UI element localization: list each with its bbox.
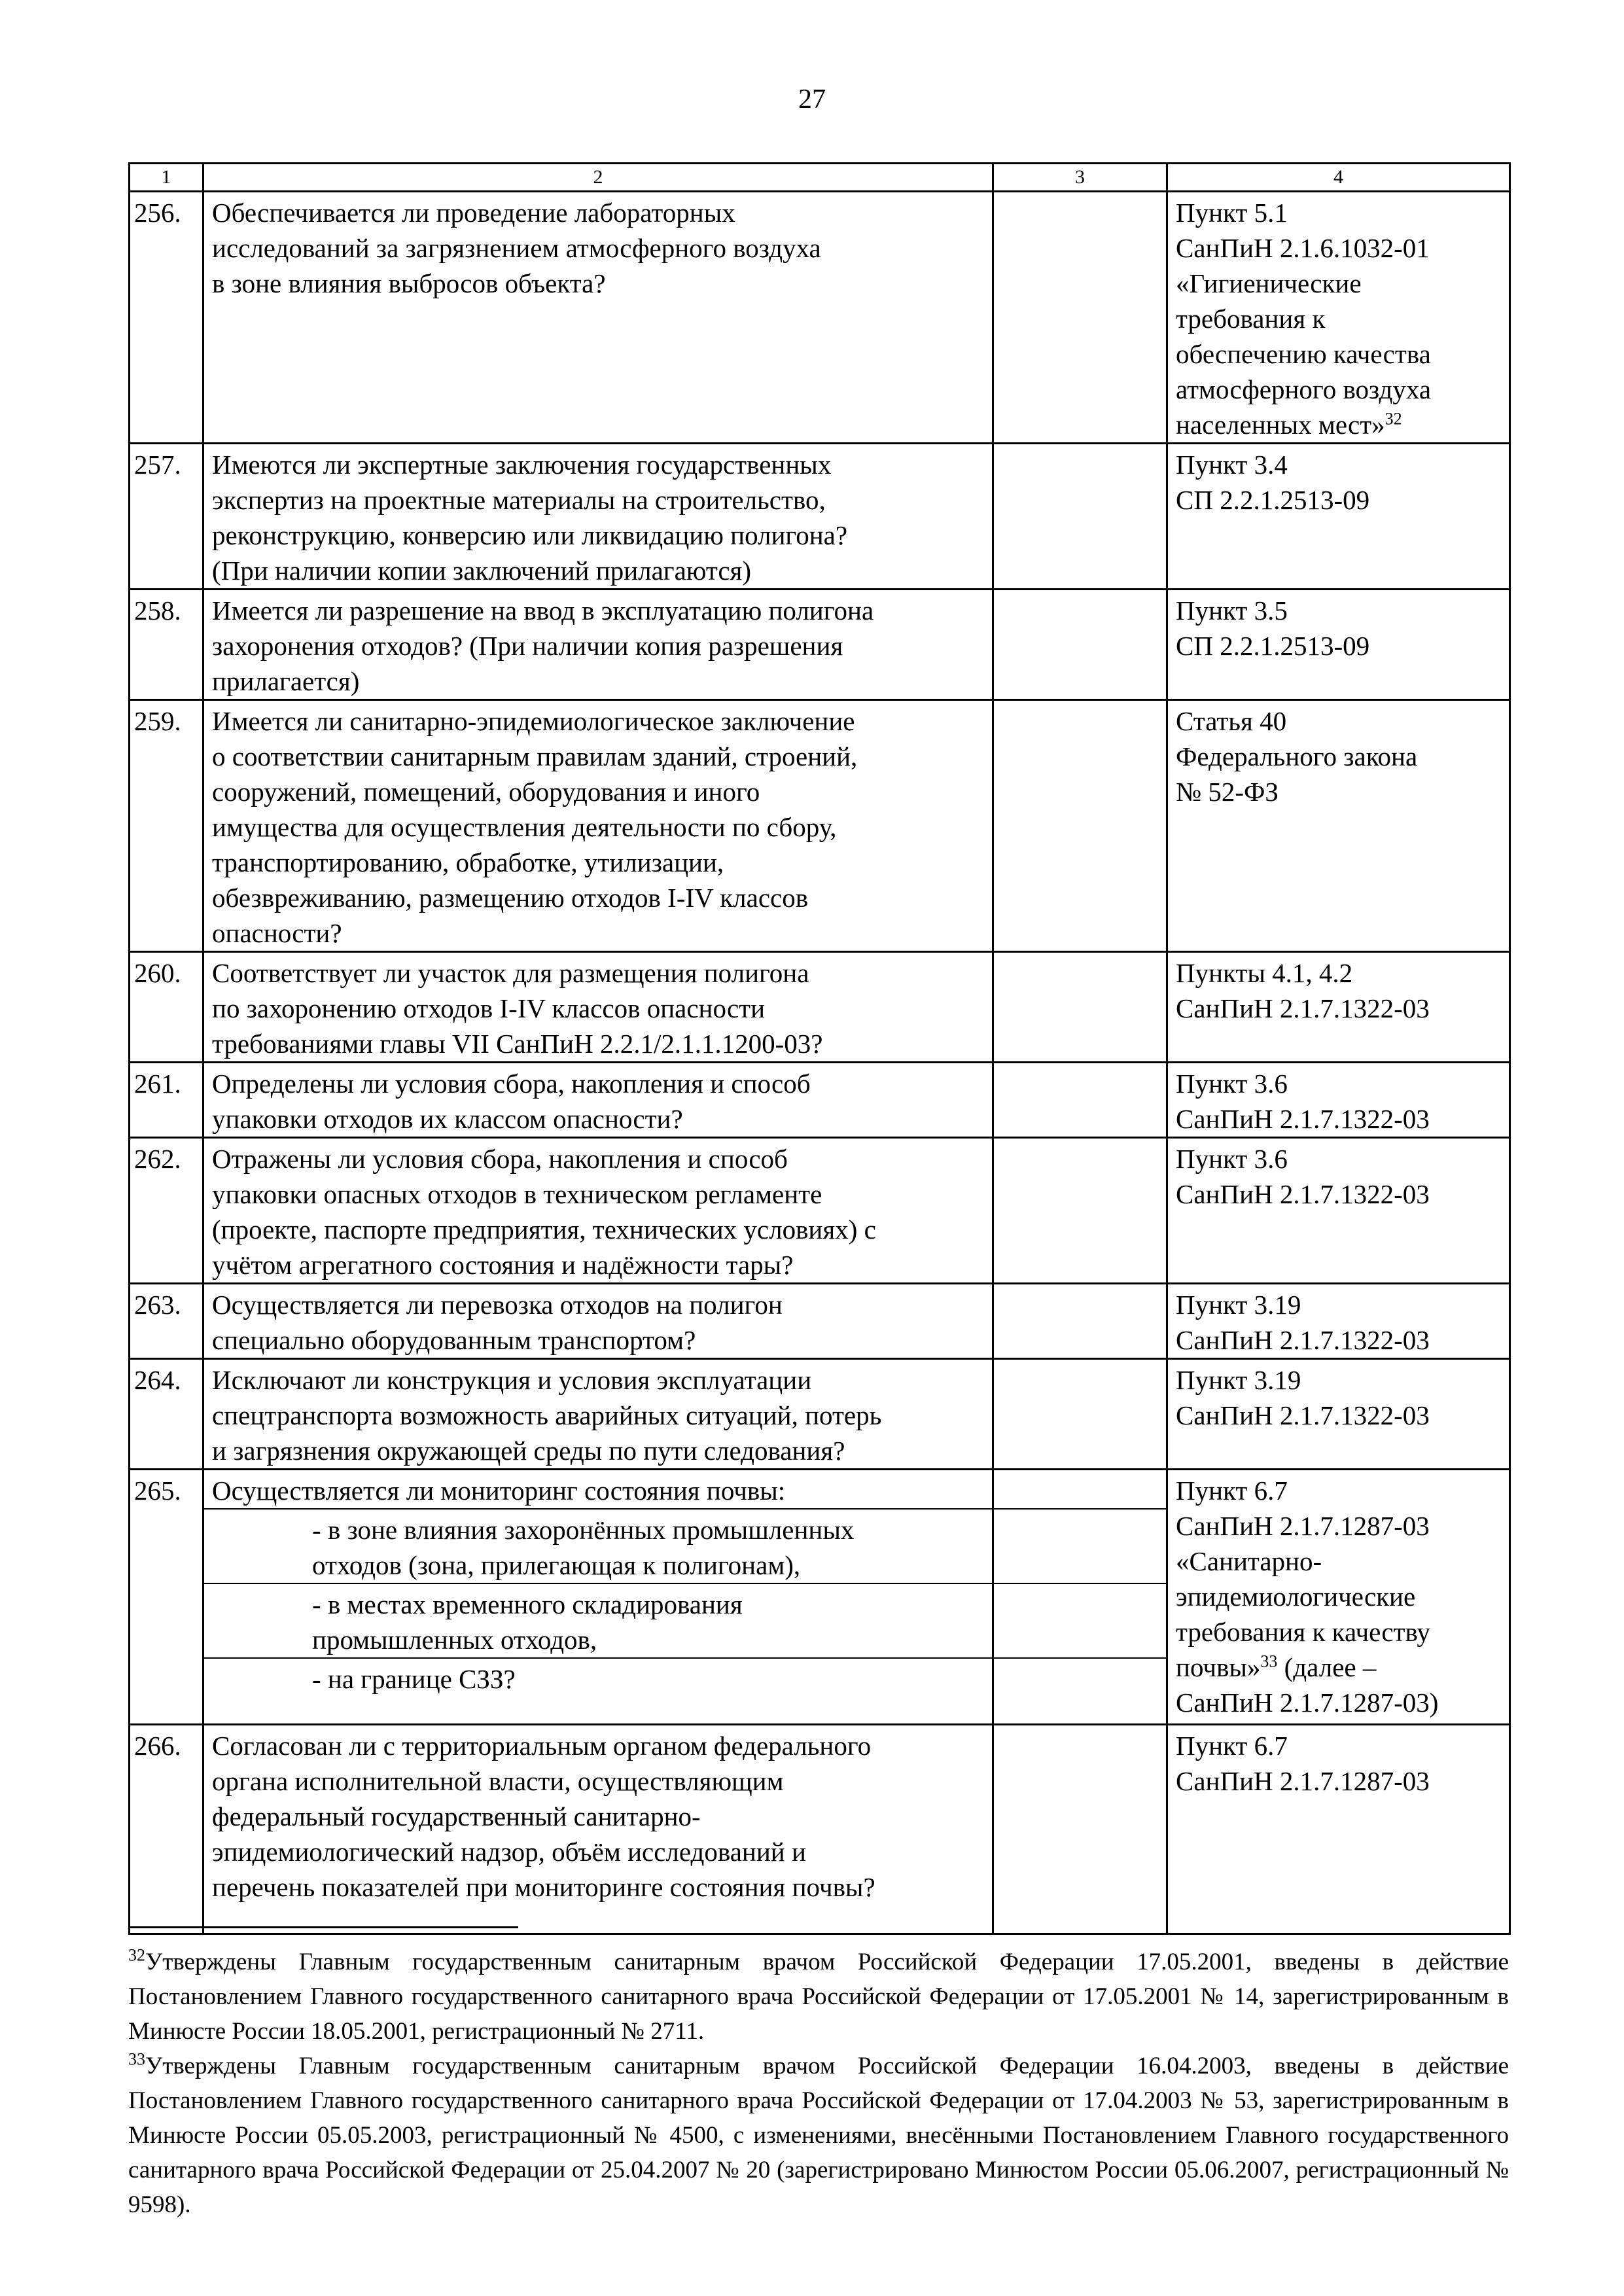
table-row [130, 700, 1510, 952]
footnote-mark: 33 [128, 2049, 145, 2069]
row-number: 265. [130, 1470, 203, 1725]
question-cell: Осуществляется ли перевозка отходов на полигон специально оборудованным транспортом? [203, 1284, 993, 1359]
answer-cell[interactable] [993, 1658, 1167, 1724]
sub-item: - в зоне влияния захоронённых промышленных отходов (зона, прилегающая к полигонам), [203, 1509, 993, 1583]
reference-cell: Пункт 3.5 СП 2.2.1.2513-09 [1167, 590, 1510, 700]
answer-cell[interactable] [993, 590, 1167, 700]
column-header: 3 [993, 164, 1167, 192]
column-header: 1 [130, 164, 203, 192]
answer-cell[interactable] [993, 1063, 1167, 1138]
sub-item: - на границе СЗЗ? [203, 1658, 993, 1724]
table-row [130, 590, 1510, 700]
table-row [130, 1138, 1510, 1284]
answer-cell[interactable] [993, 1470, 1167, 1510]
answer-cell[interactable] [993, 1724, 1167, 1934]
reference-cell: Пункт 3.19 СанПиН 2.1.7.1322-03 [1167, 1284, 1510, 1359]
sub-item: - в местах временного складирования промышленных отходов, [203, 1583, 993, 1658]
answer-cell[interactable] [993, 1284, 1167, 1359]
table-row [130, 1063, 1510, 1138]
row-number: 256. [130, 192, 203, 444]
reference-cell: Пункт 3.4 СП 2.2.1.2513-09 [1167, 444, 1510, 590]
answer-cell[interactable] [993, 1509, 1167, 1583]
question-cell: Согласован ли с территориальным органом федерального органа исполнительной власти, осуществляющим федеральный государственный санитарно- эпидемиологический надзор, объём исследований и перечень показателей при мониторинге состояния почвы? [203, 1724, 993, 1934]
table-row [130, 1359, 1510, 1470]
row-number: 260. [130, 952, 203, 1063]
reference-cell: Пункты 4.1, 4.2 СанПиН 2.1.7.1322-03 [1167, 952, 1510, 1063]
row-number: 257. [130, 444, 203, 590]
answer-cell[interactable] [993, 1359, 1167, 1470]
row-number: 258. [130, 590, 203, 700]
footnote-separator [128, 1926, 518, 1928]
question-cell: Имеются ли экспертные заключения государственных экспертиз на проектные материалы на строительство, реконструкцию, конверсию или ликвидацию полигона? (При наличии копии заключений прилагаются) [203, 444, 993, 590]
question-cell: Исключают ли конструкция и условия эксплуатации спецтранспорта возможность аварийных ситуаций, потерь и загрязнения окружающей среды по пути следования? [203, 1359, 993, 1470]
question-cell: Определены ли условия сбора, накопления и способ упаковки отходов их классом опасности? [203, 1063, 993, 1138]
reference-text: Пункт 6.7 СанПиН 2.1.7.1287-03 «Санитарно- эпидемиологические требования к качеству почвы» [1176, 1475, 1430, 1682]
question-cell: Обеспечивается ли проведение лабораторных исследований за загрязнением атмосферного воздуха в зоне влияния выбросов объекта? [203, 192, 993, 444]
reference-text: (далее – СанПиН 2.1.7.1287-03) [1176, 1652, 1439, 1718]
footnote [128, 1945, 1509, 2049]
question-cell: Отражены ли условия сбора, накопления и способ упаковки опасных отходов в техническом регламенте (проекте, паспорте предприятия, технических условиях) с учётом агрегатного состояния и надёжности тары? [203, 1138, 993, 1284]
table-row [130, 1284, 1510, 1359]
reference-text: Пункт 5.1 СанПиН 2.1.6.1032-01 «Гигиенические требования к обеспечению качества атмосферного воздуха населенных мест» [1176, 198, 1432, 440]
answer-cell[interactable] [993, 952, 1167, 1063]
answer-cell[interactable] [993, 1583, 1167, 1658]
reference-cell: Пункт 3.19 СанПиН 2.1.7.1322-03 [1167, 1359, 1510, 1470]
row-number: 261. [130, 1063, 203, 1138]
footnotes [128, 1945, 1509, 2222]
question-cell: Соответствует ли участок для размещения полигона по захоронению отходов I-IV классов опасности требованиями главы VII СанПиН 2.2.1/2.1.1.1200-03? [203, 952, 993, 1063]
answer-cell[interactable] [993, 444, 1167, 590]
reference-cell: Статья 40 Федерального закона № 52-ФЗ [1167, 700, 1510, 952]
checklist-table [128, 162, 1511, 1935]
table-row [130, 952, 1510, 1063]
table-header-row [130, 164, 1510, 192]
table-row [130, 1470, 1510, 1510]
answer-cell[interactable] [993, 1138, 1167, 1284]
row-number: 262. [130, 1138, 203, 1284]
page-number: 27 [798, 84, 826, 115]
question-cell: Имеется ли разрешение на ввод в эксплуатацию полигона захоронения отходов? (При наличии копия разрешения прилагается) [203, 590, 993, 700]
table-row [130, 1724, 1510, 1934]
reference-cell [1167, 1470, 1510, 1725]
row-number: 264. [130, 1359, 203, 1470]
row-number: 263. [130, 1284, 203, 1359]
footnote-mark: 32 [128, 1945, 145, 1965]
footnote-text: Утверждены Главным государственным санитарным врачом Российской Федерации 17.05.2001, введены в действие Постановлением Главного государственного санитарного врача Российской Федерации от 17.05.2001 № 14, зарегистрированным в Минюсте России 18.05.2001, регистрационный № 2711. [128, 1949, 1509, 2045]
answer-cell[interactable] [993, 192, 1167, 444]
row-number: 259. [130, 700, 203, 952]
answer-cell[interactable] [993, 700, 1167, 952]
column-header: 2 [203, 164, 993, 192]
footnote [128, 2049, 1509, 2222]
footnote-ref[interactable]: 32 [1385, 409, 1402, 429]
question-cell: Осуществляется ли мониторинг состояния почвы: [203, 1470, 993, 1510]
table-row [130, 192, 1510, 444]
table-row [130, 444, 1510, 590]
reference-cell: Пункт 3.6 СанПиН 2.1.7.1322-03 [1167, 1063, 1510, 1138]
question-cell: Имеется ли санитарно-эпидемиологическое заключение о соответствии санитарным правилам зданий, строений, сооружений, помещений, оборудования и иного имущества для осуществления деятельности по сбору, транспортированию, обработке, утилизации, обезвреживанию, размещению отходов I-IV классов опасности? [203, 700, 993, 952]
footnote-ref[interactable]: 33 [1260, 1651, 1278, 1671]
reference-cell: Пункт 3.6 СанПиН 2.1.7.1322-03 [1167, 1138, 1510, 1284]
footnote-text: Утверждены Главным государственным санитарным врачом Российской Федерации 16.04.2003, введены в действие Постановлением Главного государственного санитарного врача Российской Федерации от 17.04.2003 № 53, зарегистрированным в Минюсте России 05.05.2003, регистрационный № 4500, с изменениями, внесёнными Постановлением Главного государственного санитарного врача Российской Федерации от 25.04.2007 № 20 (зарегистрировано Минюстом России 05.06.2007, регистрационный № 9598). [128, 2053, 1509, 2218]
reference-cell [1167, 192, 1510, 444]
column-header: 4 [1167, 164, 1510, 192]
reference-cell: Пункт 6.7 СанПиН 2.1.7.1287-03 [1167, 1724, 1510, 1934]
row-number: 266. [130, 1724, 203, 1934]
